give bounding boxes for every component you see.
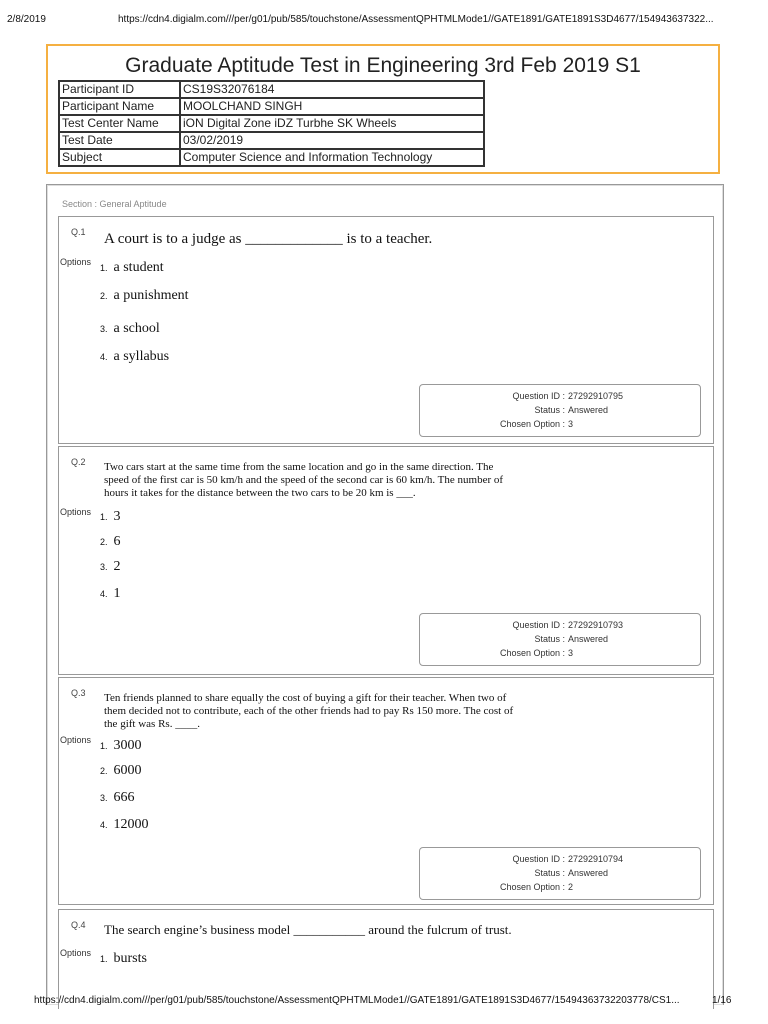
- info-label: Test Date: [59, 132, 180, 149]
- meta-label: Chosen Option :: [499, 882, 565, 892]
- question-id: 27292910793: [568, 620, 624, 630]
- status-value: Answered: [568, 634, 609, 644]
- test-header: [46, 44, 720, 174]
- meta-label: Question ID :: [512, 391, 565, 401]
- info-value: Computer Science and Information Technology: [180, 149, 484, 166]
- info-row: [59, 98, 484, 115]
- meta-label: Status :: [534, 634, 565, 644]
- answer-meta-box: [419, 847, 701, 900]
- option-item: 1. 3: [100, 509, 121, 524]
- info-value: 03/02/2019: [180, 132, 484, 149]
- meta-label: Status :: [534, 868, 565, 878]
- question-card: [58, 446, 714, 675]
- participant-info-table: [58, 80, 485, 167]
- options-label: Options: [60, 257, 92, 267]
- answer-meta-box: [419, 384, 701, 437]
- section-label: Section : General Aptitude: [62, 199, 167, 209]
- question-text: Ten friends planned to share equally the cost of buying a gift for their teacher. When two of them decided not to contribute, each of the other friends had to pay Rs 150 more. The cost of the gift was Rs. ____.: [104, 692, 514, 730]
- question-text: Two cars start at the same time from the same location and go in the same direction. The speed of the first car is 50 km/h and the speed of the second car is 60 km/h. The number of hours it takes for the distance between the two cars to be 20 km is ___.: [104, 461, 504, 499]
- info-row: [59, 115, 484, 132]
- meta-label: Question ID :: [512, 620, 565, 630]
- print-footer-url: https://cdn4.digialm.com///per/g01/pub/585/touchstone/AssessmentQPHTMLMode1//GATE1891/GATE1891S3D4677/15494363732203778/CS1...: [34, 995, 680, 1006]
- option-item: 4. 1: [100, 586, 121, 601]
- info-label: Test Center Name: [59, 115, 180, 132]
- option-item: 3. 2: [100, 559, 121, 574]
- option-item: 2. 6: [100, 534, 121, 549]
- options-label: Options: [60, 507, 92, 517]
- question-card: [58, 216, 714, 444]
- option-item: 1. bursts: [100, 951, 147, 966]
- question-id: 27292910795: [568, 391, 624, 401]
- question-number: Q.3: [71, 688, 86, 698]
- question-id: 27292910794: [568, 854, 624, 864]
- question-card: [58, 677, 714, 905]
- info-label: Subject: [59, 149, 180, 166]
- options-label: Options: [60, 735, 92, 745]
- meta-label: Chosen Option :: [499, 648, 565, 658]
- meta-label: Chosen Option :: [499, 419, 565, 429]
- option-item: 4. a syllabus: [100, 349, 170, 364]
- option-item: 2. 6000: [100, 763, 142, 778]
- question-text: The search engine’s business model ___________ around the fulcrum of trust.: [104, 922, 512, 937]
- question-number: Q.1: [71, 227, 86, 237]
- option-item: 1. 3000: [100, 738, 142, 753]
- option-item: 3. a school: [100, 321, 160, 336]
- info-label: Participant Name: [59, 98, 180, 115]
- info-row: [59, 149, 484, 166]
- info-label: Participant ID: [59, 81, 180, 98]
- print-url: https://cdn4.digialm.com///per/g01/pub/585/touchstone/AssessmentQPHTMLMode1//GATE1891/GATE1891S3D4677/154943637322...: [118, 14, 714, 25]
- meta-label: Status :: [534, 405, 565, 415]
- info-row: [59, 81, 484, 98]
- page-title: Graduate Aptitude Test in Engineering 3rd Feb 2019 S1: [125, 54, 641, 77]
- print-date: 2/8/2019: [7, 14, 46, 25]
- status-value: Answered: [568, 868, 609, 878]
- chosen-option: 2: [568, 882, 574, 892]
- question-paper: [46, 184, 724, 1005]
- info-value: CS19S32076184: [180, 81, 484, 98]
- option-item: 4. 12000: [100, 817, 149, 832]
- option-item: 1. a student: [100, 260, 164, 275]
- question-number: Q.4: [71, 920, 86, 930]
- status-value: Answered: [568, 405, 609, 415]
- info-value: MOOLCHAND SINGH: [180, 98, 484, 115]
- info-value: iON Digital Zone iDZ Turbhe SK Wheels: [180, 115, 484, 132]
- info-row: [59, 132, 484, 149]
- meta-label: Question ID :: [512, 854, 565, 864]
- chosen-option: 3: [568, 648, 574, 658]
- question-card: [58, 909, 714, 1009]
- option-item: 2. a punishment: [100, 288, 189, 303]
- answer-meta-box: [419, 613, 701, 666]
- options-label: Options: [60, 948, 92, 958]
- question-number: Q.2: [71, 457, 86, 467]
- chosen-option: 3: [568, 419, 574, 429]
- question-text: A court is to a judge as _____________ is to a teacher.: [104, 231, 433, 247]
- option-item: 3. 666: [100, 790, 135, 805]
- page-number: 1/16: [712, 995, 732, 1006]
